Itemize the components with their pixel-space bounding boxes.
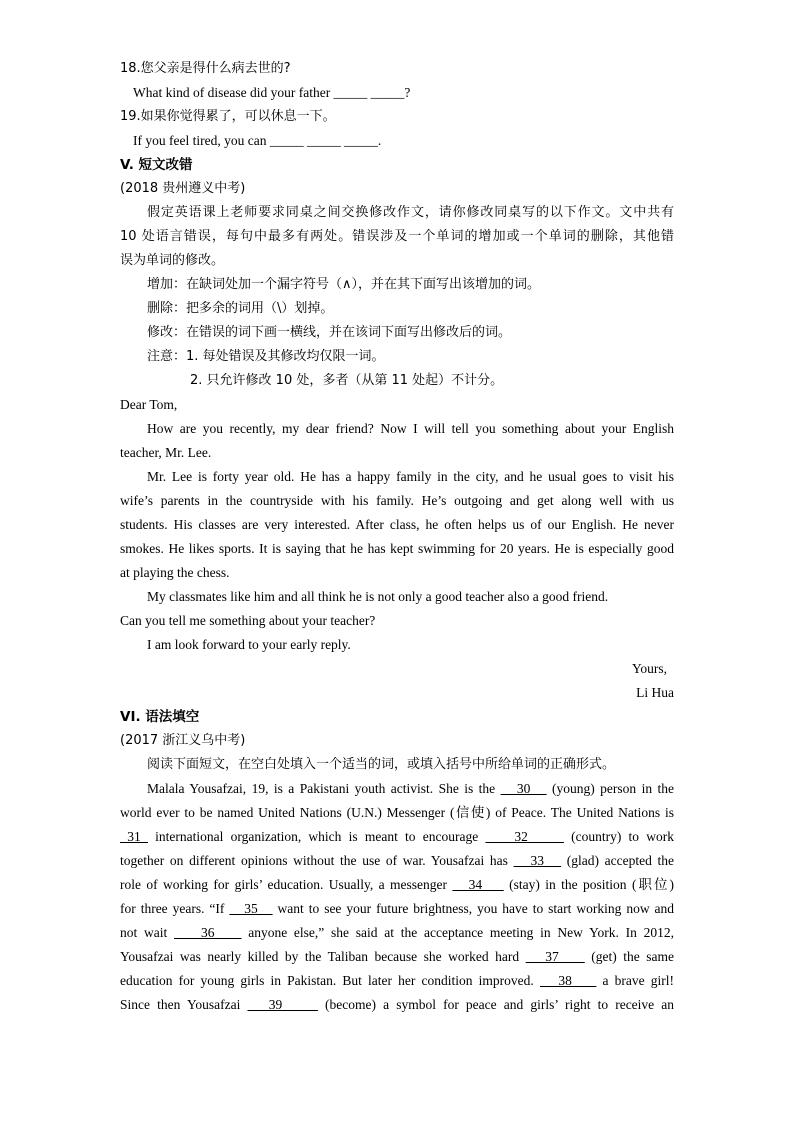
passage-line-9: education for young girls in Pakistan. But later her condition improved. 38 a brave girl! xyxy=(120,973,675,988)
letter-paragraph-2-line-3: students. His classes are very interested. After class, he often helps us of our English. He never xyxy=(120,517,674,532)
blank-38[interactable]: 38 xyxy=(539,973,597,988)
letter-paragraph-2-line-4: smokes. He likes sports. It is saying that he has kept swimming for 20 years. He is especially good xyxy=(120,541,674,556)
note-1: 注意：1. 每处错误及其修改均仅限一词。 xyxy=(147,349,385,364)
blank-32[interactable]: 32 xyxy=(485,829,564,844)
letter-paragraph-2-line-5: at playing the chess. xyxy=(120,565,230,580)
blank-31[interactable]: 31 xyxy=(120,829,148,844)
blank-34[interactable]: 34 xyxy=(452,877,504,892)
letter-paragraph-4: Can you tell me something about your teacher? xyxy=(120,613,376,628)
question-18-english: What kind of disease did your father _____ _____? xyxy=(133,85,411,100)
letter-signature: Li Hua xyxy=(636,685,674,700)
instruction-add: 增加：在缺词处加一个漏字符号（∧），并在其下面写出该增加的词。 xyxy=(147,277,541,292)
section-6-source: (2017 浙江义乌中考) xyxy=(120,733,246,748)
section-5-intro-line-2: 10 处语言错误，每句中最多有两处。错误涉及一个单词的增加或一个单词的删除，其他错 xyxy=(120,229,674,244)
letter-paragraph-2-line-2: wife’s parents in the countryside with his family. He’s outgoing and get along well with us xyxy=(120,493,674,508)
section-6-intro: 阅读下面短文，在空白处填入一个适当的词，或填入括号中所给单词的正确形式。 xyxy=(147,757,616,772)
blank-36[interactable]: 36 xyxy=(174,925,242,940)
question-18-chinese: 18.您父亲是得什么病去世的? xyxy=(120,61,291,76)
letter-paragraph-2-line-1: Mr. Lee is forty year old. He has a happy family in the city, and he usual goes to visit his xyxy=(147,469,674,484)
question-19-chinese: 19.如果你觉得累了，可以休息一下。 xyxy=(120,109,336,124)
instruction-delete: 删除：把多余的词用（\）划掉。 xyxy=(147,301,334,316)
blank-39[interactable]: 39 xyxy=(247,997,318,1012)
question-19-english: If you feel tired, you can _____ _____ _____. xyxy=(133,133,382,148)
section-6-title: VI. 语法填空 xyxy=(120,709,200,725)
blank-33[interactable]: 33 xyxy=(513,853,562,868)
section-5-intro-line-3: 误为单词的修改。 xyxy=(120,253,225,268)
passage-line-8: Yousafzai was nearly killed by the Taliban because she worked hard 37 (get) the same xyxy=(120,949,675,964)
passage-line-7: not wait 36 anyone else,” she said at the acceptance meeting in New York. In 2012, xyxy=(120,925,675,940)
instruction-modify: 修改：在错误的词下画一横线，并在该词下面写出修改后的词。 xyxy=(147,325,512,340)
blank-37[interactable]: 37 xyxy=(525,949,585,964)
passage-line-4: together on different opinions without the use of war. Yousafzai has 33 (glad) accepted the xyxy=(120,853,675,868)
letter-paragraph-1-line-1: How are you recently, my dear friend? Now I will tell you something about your English xyxy=(147,421,674,436)
letter-closing: Yours, xyxy=(631,661,667,676)
passage-line-1: Malala Yousafzai, 19, is a Pakistani youth activist. She is the 30 (young) person in the xyxy=(147,781,674,796)
section-5-source: (2018 贵州遵义中考) xyxy=(120,181,246,196)
passage-line-10: Since then Yousafzai 39 (become) a symbol for peace and girls’ right to receive an xyxy=(120,997,675,1012)
section-5-intro-line-1: 假定英语课上老师要求同桌之间交换修改作文，请你修改同桌写的以下作文。文中共有 xyxy=(147,205,674,220)
blank-35[interactable]: 35 xyxy=(229,901,273,916)
note-2: 2. 只允许修改 10 处，多者（从第 11 处起）不计分。 xyxy=(190,373,504,388)
letter-paragraph-1-line-2: teacher, Mr. Lee. xyxy=(120,445,212,460)
letter-greeting: Dear Tom, xyxy=(120,397,178,412)
blank-30[interactable]: 30 xyxy=(500,781,547,796)
section-5-title: V. 短文改错 xyxy=(120,157,193,173)
passage-line-5: role of working for girls’ education. Usually, a messenger 34 (stay) in the position (职位) xyxy=(120,877,675,892)
passage-line-2: world ever to be named United Nations (U.N.) Messenger (信使) of Peace. The United Nations is xyxy=(120,805,674,820)
letter-paragraph-3: My classmates like him and all think he is not only a good teacher also a good friend. xyxy=(147,589,609,604)
passage-line-3: 31 international organization, which is meant to encourage 32 (country) to work xyxy=(120,829,675,844)
letter-paragraph-5: I am look forward to your early reply. xyxy=(147,637,351,652)
passage-line-6: for three years. “If 35 want to see your future brightness, you have to start working now and xyxy=(120,901,675,916)
